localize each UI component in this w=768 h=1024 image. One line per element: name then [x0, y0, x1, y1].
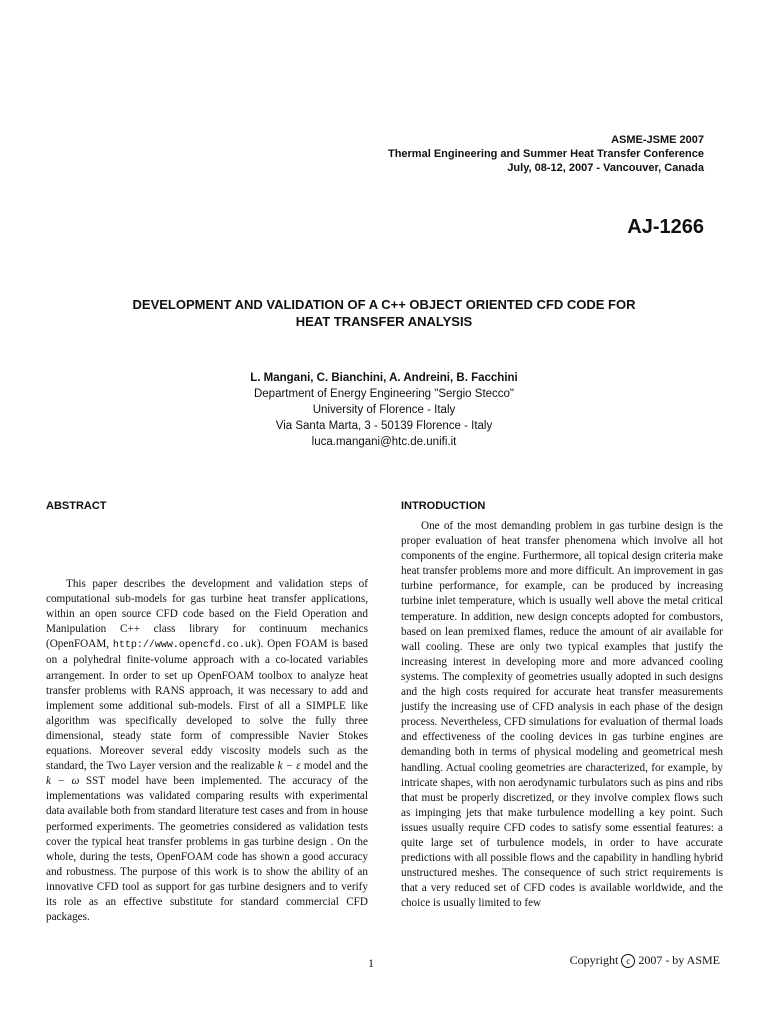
paper-title: [64, 296, 704, 330]
abstract-body: [46, 577, 368, 925]
author-names: L. Mangani, C. Bianchini, A. Andreini, B. Facchini: [250, 372, 518, 384]
openfoam-url: http://www.opencfd.co.uk: [112, 640, 257, 652]
abstract-text-4: SST model have been implemented. The accuracy of the implementations was validated comparing results with experimental data available both from standard literature test cases and from in house performed experiments. The geometries considered as validation tests cover the typical heat transfer problems in gas turbine design . On the whole, during the tests, OpenFOAM code has shown a good accuracy and robustness. The purpose of this work is to show the ability of an innovative CFD tool as support for gas turbine designers and to verify its role as an effective substitute for standard commercial CFD packages.: [46, 775, 368, 924]
introduction-heading: INTRODUCTION: [401, 500, 486, 512]
copyright-suffix: 2007 - by ASME: [638, 953, 720, 967]
abstract-text-1: This paper describes the development and validation steps of computational sub-models for gas turbine heat transfer applications, within an open source CFD code based on the Field Operation and Manipulation C++ class library for continuum mechanics (OpenFOAM,: [46, 578, 368, 651]
author-email: luca.mangani@htc.de.unifi.it: [311, 436, 457, 448]
paper-title-line-1: DEVELOPMENT AND VALIDATION OF A C++ OBJECT ORIENTED CFD CODE FOR: [132, 297, 636, 312]
copyright-notice: [570, 953, 720, 968]
k-omega-symbol: k − ω: [46, 775, 80, 788]
page-number: 1: [368, 956, 374, 970]
k-epsilon-symbol: k − ε: [277, 760, 301, 773]
abstract-text-2: ). Open FOAM is based on a polyhedral finite-volume approach with a co-located variables arrangement. In order to set up OpenFOAM toolbox to analyze heat transfer problems with RANS approach, it was necessary to add and implement some additional sub-models. First of all a SIMPLE like algorithm was specifically developed to solve the fully three dimensional, steady state form of compressible Navier Stokes equations. Moreover several eddy viscosity models such as the standard, the Two Layer version and the realizable: [46, 638, 368, 773]
copyright-icon: c: [621, 954, 635, 968]
author-block: [64, 370, 704, 450]
introduction-body: One of the most demanding problem in gas turbine design is the proper evaluation of heat transfer phenomena which involve all hot components of the engine. Furthermore, all topical design criteria make heat transfer problems more and more difficult. An improvement in gas turbine performance, for example, can be produced by increasing turbine inlet temperature, which is usually well above the metal critical temperature. In addition, new design concepts adopted for combustors, based on lean premixed flames, reduce the amount of air available for wall cooling. These are only two typical examples that justify the increasing interest in developing more and more advanced cooling systems. The complexity of geometries usually adopted in such designs and the high costs required for accurate heat transfer measurements justify the increasing use of CFD analysis in each phase of the design process. Nevertheless, CFD simulations for evaluation of thermal loads and effectiveness of the cooling devices in gas turbine engines are demanding both in terms of physical modeling and geometrical mesh handling. Actual cooling geometries are characterized, for example, by intricate shapes, with non aerodynamic turbulators such as pins and ribs that must be properly discretized, or they involve complex flows such as impinging jets that make turbulence modelling a key point. Such issues usually require CFD codes to satisfy some essential features: a quite large set of turbulence models, in order to have accurate predictions with all possible flows and the capability in handling hybrid unstructured meshes. The consequence of such strict requirements is that a very reduced set of CFD codes is available worldwide, and the choice is usually limited to few: [401, 520, 723, 910]
conference-event: Thermal Engineering and Summer Heat Transfer Conference: [387, 148, 704, 160]
author-university: University of Florence - Italy: [312, 404, 456, 416]
paper-title-line-2: HEAT TRANSFER ANALYSIS: [295, 314, 473, 329]
author-address: Via Santa Marta, 3 - 50139 Florence - Italy: [275, 420, 493, 432]
author-department: Department of Energy Engineering "Sergio Stecco": [253, 388, 515, 400]
abstract-heading: ABSTRACT: [46, 500, 107, 512]
conference-name: ASME-JSME 2007: [611, 134, 704, 146]
abstract-text-3: model and the: [300, 760, 368, 773]
conference-date-location: July, 08-12, 2007 - Vancouver, Canada: [507, 162, 704, 174]
copyright-prefix: Copyright: [569, 953, 619, 967]
paper-id: AJ-1266: [627, 216, 704, 238]
